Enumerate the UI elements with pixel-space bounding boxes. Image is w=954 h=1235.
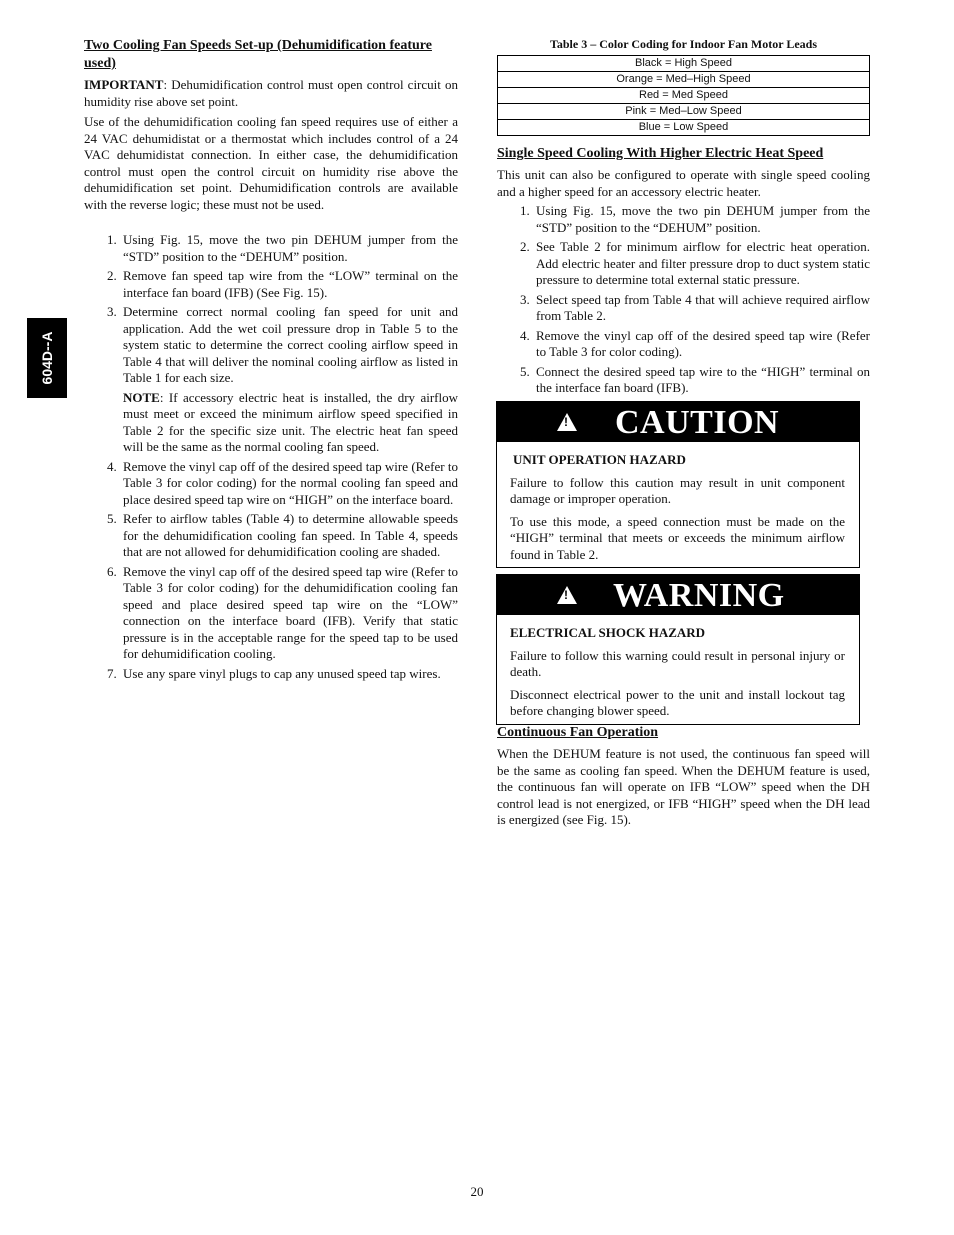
dehum-steps-list bbox=[84, 232, 458, 682]
caution-box bbox=[496, 401, 860, 568]
document-code-tab bbox=[27, 318, 67, 398]
caution-banner bbox=[497, 402, 859, 442]
list-item: 1. Using Fig. 15, move the two pin DEHUM jumper from the “STD” position to the “DEHUM” position. bbox=[107, 232, 458, 264]
intro-paragraph: Use of the dehumidification cooling fan speed requires use of either a 24 VAC dehumidistat or a thermostat which includes control of a 24 VAC dehumidistat connection. In either case, the dehumidification control must open the control circuit on humidity rise above the dehumidification set point. Dehumidification controls are available with the reverse logic; these must not be used. bbox=[84, 114, 458, 212]
list-item: 7. Use any spare vinyl plugs to cap any unused speed tap wires. bbox=[107, 665, 441, 681]
table-row bbox=[498, 104, 870, 120]
important-label: IMPORTANT bbox=[84, 77, 164, 92]
table-row bbox=[498, 72, 870, 88]
warning-box bbox=[496, 574, 860, 725]
caution-title: CAUTION bbox=[615, 404, 780, 441]
warning-text-1: Failure to follow this warning could result in personal injury or death. bbox=[510, 647, 845, 679]
caution-hazard-title: UNIT OPERATION HAZARD bbox=[513, 452, 686, 467]
list-item: 1. Using Fig. 15, move the two pin DEHUM jumper from the “STD” position to the “DEHUM” position. bbox=[520, 203, 870, 235]
page-number: 20 bbox=[470, 1184, 484, 1199]
table-cell: Black = High Speed bbox=[498, 56, 870, 72]
table-row bbox=[498, 120, 870, 136]
single-speed-intro: This unit can also be configured to operate with single speed cooling and a higher speed for an accessory electric heater. bbox=[497, 167, 870, 199]
list-item: 2. Remove fan speed tap wire from the “LOW” terminal on the interface fan board (IFB) (See Fig. 15). bbox=[107, 268, 458, 300]
table-title: Table 3 – Color Coding for Indoor Fan Motor Leads bbox=[549, 37, 818, 51]
list-item: 3. Select speed tap from Table 4 that will achieve required airflow from Table 2. bbox=[520, 291, 870, 323]
document-code: 604D--A bbox=[39, 331, 55, 385]
warning-hazard-title: ELECTRICAL SHOCK HAZARD bbox=[510, 625, 706, 640]
table-row bbox=[498, 88, 870, 104]
list-item: 4. Remove the vinyl cap off of the desired speed tap wire (Refer to Table 3 for color coding). bbox=[520, 327, 870, 359]
single-speed-steps-list bbox=[497, 203, 870, 397]
table-cell: Blue = Low Speed bbox=[498, 120, 870, 136]
warning-title: WARNING bbox=[613, 577, 785, 614]
section-heading-single-speed: Single Speed Cooling With Higher Electric Heat Speed bbox=[497, 146, 824, 161]
list-item: 6. Remove the vinyl cap off of the desired speed tap wire (Refer to Table 3 for color coding) for the dehumidification cooling fan speed and place desired speed tap wire on the “LOW” connection on the interface board (IFB). Verify that static pressure is in the acceptable range for the speed tap to be used for dehumidification cooling. bbox=[107, 563, 458, 661]
table-row bbox=[498, 56, 870, 72]
section-heading-dehum: Two Cooling Fan Speeds Set-up (Dehumidification feature used) bbox=[84, 38, 432, 71]
warning-triangle-icon bbox=[557, 586, 577, 604]
table-cell: Red = Med Speed bbox=[498, 88, 870, 104]
warning-banner bbox=[497, 575, 859, 615]
warning-triangle-icon bbox=[557, 413, 577, 431]
table-cell: Pink = Med–Low Speed bbox=[498, 104, 870, 120]
caution-text-2: To use this mode, a speed connection must be made on the “HIGH” terminal that meets or exceeds the minimum airflow found in Table 2. bbox=[510, 513, 845, 562]
continuous-fan-paragraph: When the DEHUM feature is not used, the continuous fan speed will be the same as cooling fan speed. When the DEHUM feature is used, the continuous fan will operate on IFB “LOW” speed when the DH control lead is not energized, or IFB “HIGH” speed when the DH lead is energized (see Fig. 15). bbox=[497, 746, 870, 827]
table-cell: Orange = Med–High Speed bbox=[498, 72, 870, 88]
list-item: 3. Determine correct normal cooling fan speed for unit and application. Add the wet coil pressure drop in Table 5 to the system static to determine the correct cooling airflow speed in Table 4 that will deliver the nominal cooling airflow as listed in Table 1 for each size. NOTE: If accessory electric heat is installed, the dry airflow must meet or exceed the minimum airflow speed specified in Table 2 for the specific size unit. The electric heat fan speed will be the same as the normal cooling fan speed. bbox=[107, 304, 458, 454]
list-item: 2. See Table 2 for minimum airflow for electric heat operation. Add electric heater and filter pressure drop to duct system static pressure to determine total external static pressure. bbox=[520, 239, 870, 287]
section-heading-continuous-fan: Continuous Fan Operation bbox=[497, 725, 659, 740]
note-paragraph: NOTE: If accessory electric heat is installed, the dry airflow must meet or exceed the minimum airflow speed specified in Table 2 for the specific size unit. The electric heat fan speed will be the same as the normal cooling fan speed. bbox=[123, 389, 458, 454]
important-paragraph bbox=[84, 77, 458, 110]
note-label: NOTE bbox=[123, 389, 160, 405]
color-coding-table bbox=[497, 55, 870, 136]
important-text: : Dehumidification control must open control circuit on humidity rise above set point. bbox=[84, 77, 458, 109]
list-item: 5. Refer to airflow tables (Table 4) to determine allowable speeds for the dehumidification cooling fan speed. In Table 4, speeds that are not allowed for dehumidification cooling are shaded. bbox=[107, 511, 458, 559]
list-item: 5. Connect the desired speed tap wire to the “HIGH” terminal on the interface fan board (IFB). bbox=[520, 363, 870, 395]
warning-text-2: Disconnect electrical power to the unit and install lockout tag before changing blower speed. bbox=[510, 686, 845, 718]
caution-text-1: Failure to follow this caution may result in unit component damage or improper operation. bbox=[510, 474, 845, 506]
list-item: 4. Remove the vinyl cap off of the desired speed tap wire (Refer to Table 3 for color coding) for the normal cooling fan speed and place desired speed tap wire on “HIGH” on the interface board. bbox=[107, 458, 458, 507]
